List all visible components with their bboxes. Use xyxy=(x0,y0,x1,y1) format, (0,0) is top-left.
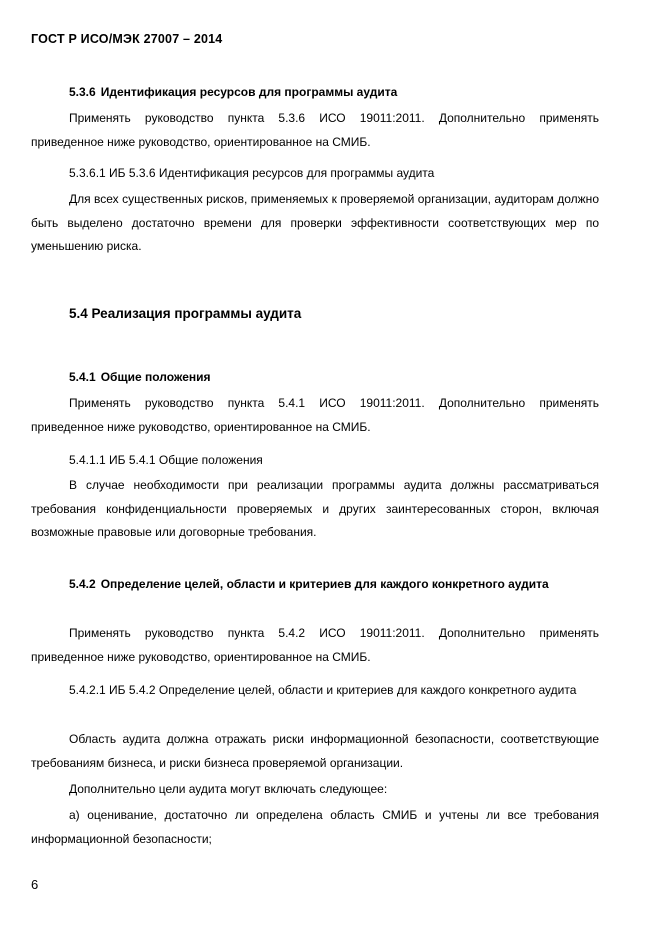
heading-text: Идентификация ресурсов для программы аудита xyxy=(100,85,398,99)
heading-text: Общие положения xyxy=(100,370,211,384)
paragraph: В случае необходимости при реализации программы аудита должны рассматриваться требования конфиденциальности проверяемых и других заинтересованных сторон, включая возможные правовые или договорные требования. xyxy=(31,478,599,539)
heading-number: 5.4.2 xyxy=(69,577,96,591)
paragraph: Дополнительно цели аудита могут включать следующее: xyxy=(69,782,388,796)
section-5-4-1 xyxy=(31,366,599,390)
section-heading-5-4: 5.4 Реализация программы аудита xyxy=(69,306,302,321)
list-item: а) оценивание, достаточно ли определена область СМИБ и учтены ли все требования информационной безопасности; xyxy=(31,808,599,846)
heading-number: 5.4.1 xyxy=(69,370,96,384)
document-header: ГОСТ Р ИСО/МЭК 27007 – 2014 xyxy=(31,32,223,46)
paragraph: Применять руководство пункта 5.3.6 ИСО 19011:2011. Дополнительно применять приведенное ниже руководство, ориентированное на СМИБ. xyxy=(31,111,599,149)
paragraph: Область аудита должна отражать риски информационной безопасности, соответствующие требованиям бизнеса, и риски бизнеса проверяемой организации. xyxy=(31,732,599,770)
section-heading xyxy=(31,366,599,390)
paragraph: Применять руководство пункта 5.4.2 ИСО 19011:2011. Дополнительно применять приведенное ниже руководство, ориентированное на СМИБ. xyxy=(31,626,599,664)
page-number: 6 xyxy=(31,877,39,892)
subsection-heading: 5.4.1.1 ИБ 5.4.1 Общие положения xyxy=(69,453,263,467)
paragraph: Для всех существенных рисков, применяемых к проверяемой организации, аудиторам должно быть выделено достаточно времени для проверки эффективности соответствующих мер по уменьшению риска. xyxy=(31,192,599,253)
paragraph: Применять руководство пункта 5.4.1 ИСО 19011:2011. Дополнительно применять приведенное ниже руководство, ориентированное на СМИБ. xyxy=(31,396,599,434)
section-5-3-6 xyxy=(31,81,599,105)
section-heading xyxy=(31,573,599,597)
subsection-heading: 5.3.6.1 ИБ 5.3.6 Идентификация ресурсов для программы аудита xyxy=(69,166,435,180)
section-heading xyxy=(31,81,599,105)
heading-text: Определение целей, области и критериев для каждого конкретного аудита xyxy=(100,577,549,591)
heading-number: 5.3.6 xyxy=(69,85,96,99)
section-5-4-2 xyxy=(31,573,599,597)
subsection-heading: 5.4.2.1 ИБ 5.4.2 Определение целей, области и критериев для каждого конкретного аудита xyxy=(69,683,577,697)
